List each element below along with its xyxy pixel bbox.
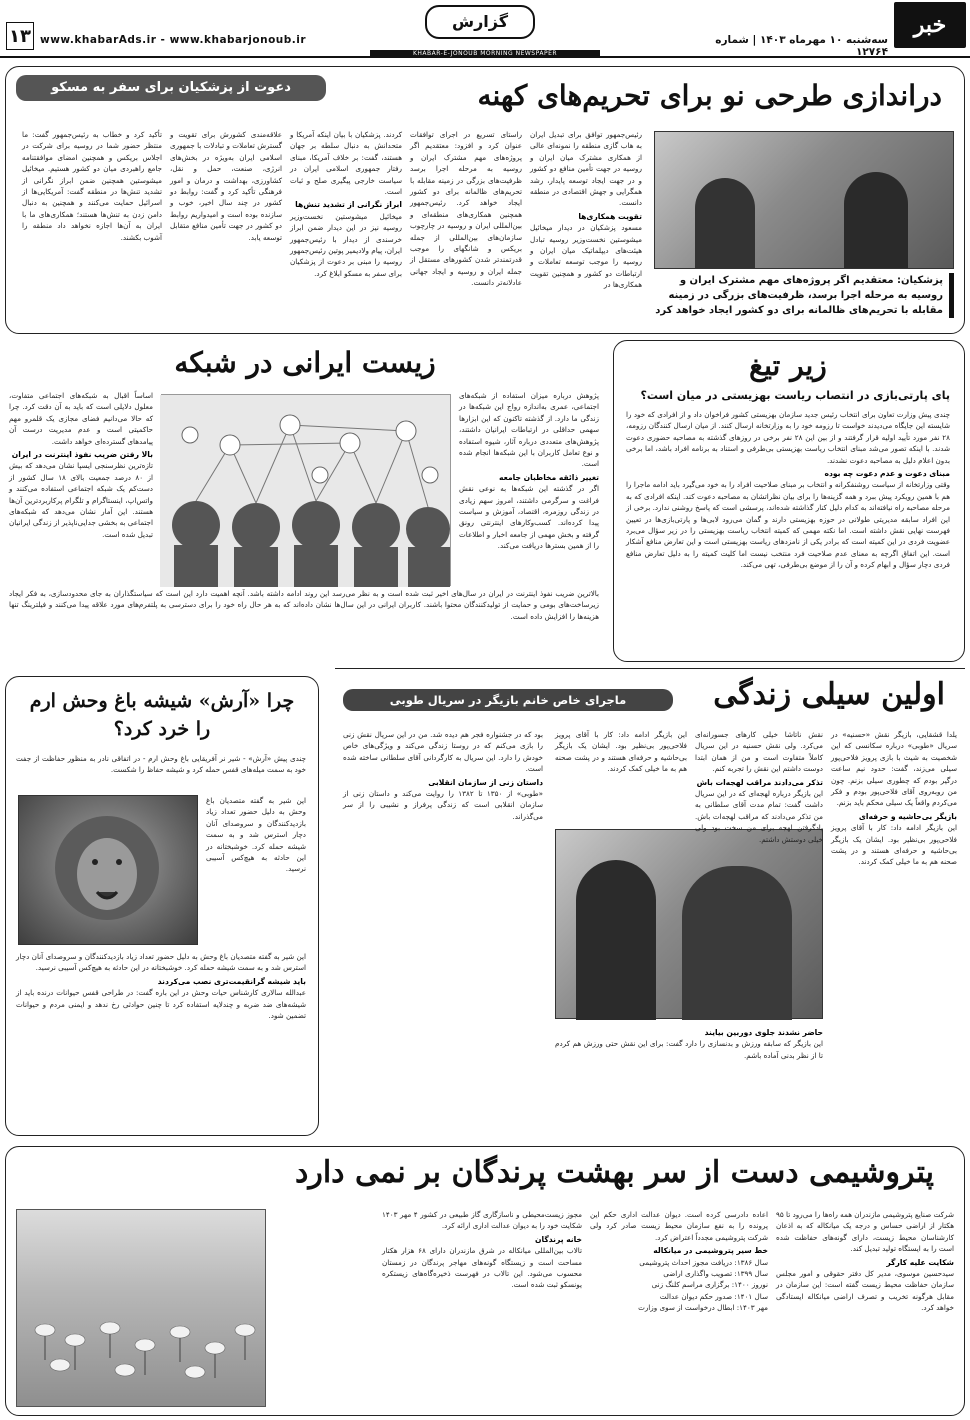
story6-headline: پتروشیمی دست از سر بهشت پرندگان بر نمی دارد [295,1155,934,1190]
story1-caption: پزشکیان: معتقدیم اگر پروژه‌های مهم مشترک ایران و روسیه به مرحله اجرا برسد، ظرفیت‌های بزرگی در زمینه مقابله با تحریم‌های ظالمانه برای دو کشور ایجاد خواهد کرد [654,273,954,318]
story4-photo [555,829,823,1019]
story-arash-lion [5,676,319,1136]
story5-column: این شیر به گفته متصدیان باغ وحش به دلیل حضور تعداد زیاد بازدیدکنندگان و سروصدای آنان دچار استرس شد و به سمت شیشه حمله کرد. خوشبختانه در این حادثه به هیچ‌کس آسیبی نرسید. [206,796,306,874]
story6-column: اعاده دادرسی کرده است. دیوان عدالت اداری حکم این پرونده را به نفع سازمان محیط زیست صادر کرد ولی شرکت پتروشیمی مجدداً اعتراض کرد. خط سیر پتروشیمی در میانکاله سال ۱۳۸۶: دریافت مجوز احداث پتروشیمی سال ۱۳۹۹: تصویب واگذاری اراضی نوروز ۱۴۰۰: برگزاری مراسم کلنگ زنی سال ۱۴۰۱: صدور حکم دیوان عدالت مهر ۱۴۰۳: ابطال درخواست از سوی وزارت [590,1210,768,1313]
story6-column: مجوز زیست‌محیطی و ناسازگاری گاز طبیعی در کشور ۴ مهر ۱۴۰۳ شکایت خود را به دیوان عدالت اداری ارائه کرد. خانه پرندگان تالاب بین‌المللی میانکاله در شرق مازندران دارای ۶۸ هزار هکتار مساحت است و زیستگاه گونه‌های مهاجر پرندگان در زمستان محسوب می‌شود. این تالاب در فهرست ذخیره‌گاه‌های زیستکره یونسکو ثبت شده است. [382,1210,583,1290]
photo-person-left [695,178,755,268]
story2-body: چندی پیش وزارت تعاون برای انتخاب رئیس جدید سازمان بهزیستی کشور فراخوان داد و از افرادی که خود را شایسته این جایگاه می‌دیدند خواست تا رزومه خود را به وزارتخانه ارسال کنند. از میان ارسال کنندگان رزومه، ۲۸ نفر مورد تأیید اولیه قرار گرفتند و از بین این ۲۸ نفر برخی در روزهای گذشته به مصاحبه حضوری دعوت شدند. با اینکه تصور می‌شد مبنای انتخاب ریاست بهزیستی بی‌طرفی و استناد به برنامه افراد باشد، اما برخی بدون اعلام دلیل به مصاحبه دعوت نشدند. مبنای دعوت و عدم دعوت چه بوده وقتی وزارتخانه از سیاست روشنفکرانه و انتخاب بر مبنای صلاحیت افراد را به خود می‌گیرد باید ادامه ماجرا را هم با همین رویکرد پیش ببرد و همه گزینه‌ها را برای بیان نظراتشان به مصاحبه دعوت کند. اینکه افرادی که به مرحله مصاحبه راه نیافته‌اند به کدام دلیل کنار گذاشته شده‌اند، پرسشی است که پاسخ روشنی ندارد. برخی از این افراد سابقه مدیریتی طولانی در حوزه بهزیستی دارند و گمان می‌رود لابی‌ها و پارتی‌بازی‌ها در تعیین فهرست نهایی نقش داشته است. اما نکته مهمی که کمیته انتخاب ریاست بهزیستی را در زیر سؤال می‌برد عضویت فردی در این کمیته است که برادر یکی از نامزدهای ریاست بهزیستی است و این تعارض منافع آشکار است. این اتفاق اگرچه به معنای عدم صلاحیت فرد منتخب نیست اما کلیت کمیته را به دلیل تعارض منافع فردی دچار سؤال و ابهام کرده و آن را از موضع بی‌طرفی، تهی می‌کند. [626,410,950,570]
story6-photo [16,1209,266,1407]
photo-woman [576,860,656,1020]
story5-intro: چندی پیش «آرش» - شیر نر آفریقایی باغ وحش ارم - در اتفاقی نادر به منظور حفاظت از جفت خود به سمت میله‌های قفس حمله کرد و شیشه حفاظ را شکست. [16,754,306,775]
story1-column: کردند. پزشکیان با بیان اینکه آمریکا و متحدانش به دنبال سلطه بر جهان هستند، گفت: بر خلاف آمریکا، مبنای رفتار جمهوری اسلامی ایران در سیاست خارجی پیگیری صلح و ثبات است. ابراز نگرانی از تشدید تنش‌ها میخائیل میشوستین نخست‌وزیر روسیه نیز در این دیدار ضمن ابراز خرسندی از دیدار با رئیس‌جمهور ایران، پیام ولادیمیر پوتین رئیس‌جمهور روسیه را مبنی بر دعوت از پزشکیان برای سفر به مسکو ابلاغ کرد. [290,130,402,278]
story5-body: این شیر به گفته متصدیان باغ وحش به دلیل حضور تعداد زیاد بازدیدکنندگان و سروصدای آنان دچار استرس شد و به سمت شیشه حمله کرد. خوشبختانه در این حادثه به هیچ‌کس آسیبی نرسید. باید شیشه گرانقیمت‌تری نصب می‌کردند عبدالله سالاری کارشناس حیات وحش در این باره گفت: در طراحی قفس حیوانات درنده باید از شیشه‌های ضد ضربه و چندلایه استفاده کرد تا چنین حوادثی رخ ندهد و ایمنی مردم و حیوانات تضمین شود. [16,952,306,1021]
story4-column: نقش ناتاشا خیلی کارهای جسورانه‌ای می‌کرد. ولی نقش حسنیه در این سریال کاملاً متفاوت است و من از همان ابتدا دوست داشتم این نقش را تجربه کنم. تذکر می‌دادند مراقب لهجه‌ات باش این بازیگر درباره لهجه‌ای که در این سریال داشت گفت: تمام مدت آقای سلطانی به من تذکر می‌دادند که مراقب لهجه‌ات باش. یادگرفتن لهجه برای من سخت بود ولی خیلی دوستش داشتم. [695,730,823,844]
timeline-item: سال ۱۳۹۹: تصویب واگذاری اراضی [663,1269,768,1279]
lion-icon [17,796,197,946]
photo-man [682,866,792,1020]
story2-headline: زیر تیغ [749,349,827,382]
story4-column: یلدا قشقایی، بازیگر نقش «حسنیه» در سریال «طوبی» درباره سکانسی که این شخصیت به شیث با بازی پرویز فلاحی‌پور سیلی می‌زند، گفت: حدود نیم ساعت درگیر بودم که چطوری سیلی بزنم. چون من روبه‌روی آقای فلاحی‌پور بودم و فکر می‌کردم واقعاً یک سیلی محکم باید بزنم. بازیگر بی‌حاشیه و حرفه‌ای این بازیگر ادامه داد: کار با آقای پرویز فلاحی‌پور بی‌نظیر بود. ایشان یک بازیگر بی‌حاشیه و حرفه‌ای هستند و در پشت صحنه هم به ما خیلی کمک کردند. [831,730,957,867]
story2-dek: پای پارتی‌بازی در انتصاب ریاست بهزیستی در میان است؟ [640,389,950,402]
story-first-slap [335,668,965,1138]
story4-headline: اولین سیلی زندگی [713,677,945,712]
story6-column: شرکت صنایع پتروشیمی مازندران همه راه‌ها را می‌رود تا ۹۵ هکتار از اراضی حساس و درجه یک میانکاله که به اذعان کارشناسان محیط زیست، دارای گونه‌های حفاظت شده است را به ایستگاه تولید تبدیل کند. شکایت علیه کارگر سیدحسین موسوی، مدیر کل دفتر حقوقی و امور مجلس سازمان حفاظت محیط زیست گفته است: این سازمان در مقابل هرگونه تخریب و تصرف اراضی میانکاله ایستادگی خواهد کرد. [776,1210,954,1313]
story5-headline: چرا «آرش» شیشه باغ وحش ارم را خرد کرد؟ [29,690,295,740]
masthead [0,0,970,84]
story3-illustration [161,394,451,586]
story-behzisti [613,340,965,662]
story1-column: رئیس‌جمهور توافق برای تبدیل ایران به هاب گازی منطقه را نمونه‌ای عالی از همکاری مشترک میان ایران و روسیه در جهت تأمین منافع دو کشور و در جهت ایجاد توسعه پایدار، رشد همگرایی و جهش اقتصادی در منطقه دانست. تقویت همکاری‌ها مسعود پزشکیان در دیدار میخائیل میشوستین نخست‌وزیر روسیه تبادل هیئت‌های دیپلماتیک میان ایران و روسیه را موجب توسعه تعاملات و ارتباطات دو کشور و همچنین تقویت همکاری‌ها در [530,130,642,290]
story-petrochemical [5,1146,965,1416]
story1-headline: دراندازی طرحی نو برای تحریم‌های کهنه [477,79,942,112]
story3-headline: زیست ایرانی در شبکه [174,346,436,379]
story1-column: راستای تسریع در اجرای توافقات عنوان کرد و افزود: معتقدیم اگر پروژه‌های مهم مشترک ایران و روسیه به مرحله اجرا برسد ظرفیت‌های بزرگی در زمینه مقابله با تحریم‌های ظالمانه برای دو کشور ایجاد خواهد کرد. رئیس‌جمهور همچنین همکاری‌های منطقه‌ای و بین‌المللی ایران و روسیه در چارچوب سازمان‌های بین‌المللی از جمله بریکس و شانگهای را موجب قدرتمندتر شدن کشورهای مستقل از جمله ایران و روسیه و ایجاد جهانی عادلانه‌تر دانست. [410,130,522,288]
network-heads-illustration [160,395,450,587]
story-social-networks [5,340,603,662]
timeline-item: نوروز ۱۴۰۰: برگزاری مراسم کلنگ زنی [651,1280,768,1290]
websites[interactable]: www.khabarAds.ir - www.khabarjonoub.ir [40,34,307,46]
section-label: گزارش [425,5,535,39]
timeline-item: مهر ۱۴۰۳: ابطال درخواست از سوی وزارت [638,1303,768,1313]
story1-column: علاقه‌مندی کشورش برای تقویت و گسترش تعاملات و تبادلات با جمهوری اسلامی ایران به‌ویژه در بخش‌های انرژی، صنعت، حمل و نقل، کشاورزی، بهداشت و درمان و امور فرهنگی تأکید کرد و گفت: روابط دو کشور در چند سال اخیر، خوب و سازنده بوده است و امیدواریم روابط دو کشور در جهت تأمین منافع متقابل توسعه یابد. [170,130,282,242]
logo: خبر جنوب [894,2,966,48]
story3-bottom: بالاترین ضریب نفوذ اینترنت در ایران در سال‌های اخیر ثبت شده است و به نظر می‌رسد این روند ادامه داشته باشد. آنچه اهمیت دارد این است که سیاستگذاران به جای محدودسازی، به فکر ایجاد زیرساخت‌های بومی و حمایت از تولیدکنندگان محتوا باشند. کاربران ایرانی در این سال‌ها نشان داده‌اند که به هر حال راه خود را برای دسترسی به پلتفرم‌های مورد علاقه پیدا می‌کنند و فیلترینگ تنها هزینه‌ها را افزایش داده است. [9,589,599,621]
timeline-item: سال ۱۴۰۱: صدور حکم دیوان عدالت [659,1291,768,1301]
story4-column: بود که در جشنواره فجر هم دیده شد. من در این سریال نقش زنی را بازی می‌کنم که در روستا زندگی می‌کند و ویژگی‌های خاص خودش را دارد. این سریال به کارگردانی آقای سلطانی ساخته شده است. داستان زنی از سازمان انقلابی «طوبی» از ۱۳۵۰ تا ۱۳۸۲ را روایت می‌کند و داستان زنی از سازمان انقلابی است که زندگی پرفراز و نشیبی را از سر می‌گذراند. [343,730,544,821]
photo-person-right [844,172,908,268]
flamingos-illustration [15,1210,265,1408]
story3-column: پژوهش درباره میزان استفاده از شبکه‌های اجتماعی، عمری به‌اندازه رواج این شبکه‌ها در زندگی ما دارد. از گذشته تاکنون که این ابزارها سهمی حداقلی در ارتباطات ایرانیان داشتند، پژوهش‌های متعددی درباره آثار، شیوه استفاده و نوع تعامل کاربران با این شبکه‌ها انجام شده است. تغییر ذائقه مخاطبان جامعه اگر در گذشته این شبکه‌ها به نوعی نقش فراغت و سرگرمی داشتند، امروز سهم زیادی در زندگی روزمره، اقتصاد، آموزش و سیاست پیدا کرده‌اند. کسب‌وکارهای اینترنتی رونق گرفته و بخش مهمی از جامعه اخبار و اطلاعات را از همین بسترها دریافت می‌کند. [459,391,599,551]
story3-column: اساساً اقبال به شبکه‌های اجتماعی متفاوت، معلول دلایلی است که باید به آن دقت کرد. چرا که حالا می‌دانیم فضای مجازی یک قلمرو مهم حاکمیتی است و عدم مدیریت درست آن پیامدهای گسترده‌ای خواهد داشت. بالا رفتن ضریب نفوذ اینترنت در ایران تازه‌ترین نظرسنجی ایسپا نشان می‌دهد که بیش از ۸۰ درصد جمعیت بالای ۱۸ سال کشور از دست‌کم یک شبکه اجتماعی استفاده می‌کنند و واتس‌اپ، اینستاگرام و تلگرام پرکاربردترین آن‌ها هستند. این آمار نشان می‌دهد که شبکه‌های اجتماعی به بخشی جدایی‌ناپذیر از زندگی ایرانیان تبدیل شده است. [9,391,153,539]
story5-photo [18,795,198,945]
timeline-item: سال ۱۳۸۶: دریافت مجوز احداث پتروشیمی [639,1257,768,1267]
page-number: ۱۳ [6,22,34,50]
story1-column: تأکید کرد و خطاب به رئیس‌جمهور گفت: ما منتظر حضور شما در روسیه برای شرکت در اجلاس بریکس و همچنین امضای موافقتنامه جامع راهبردی میان دو کشور هستیم. میخائیل میشوستین همچنین ضمن ابراز نگرانی از تشدید تنش‌ها در منطقه گفت: آمریکایی‌ها از اسرائیل حمایت می‌کنند و همچنین به دنبال دامن زدن به تنش‌ها هستند؛ همکاری‌های ما با ایران به آن‌ها اجازه نخواهد داد منطقه را آشوب بکشند. [22,130,162,242]
story4-column: این بازیگر ادامه داد: کار با آقای پرویز فلاحی‌پور بی‌نظیر بود. ایشان یک بازیگر بی‌حاشیه و حرفه‌ای هستند و در پشت صحنه هم به ما خیلی کمک کردند. [555,730,687,774]
story4-kicker: ماجرای خاص خانم بازیگر در سریال طوبی [343,689,673,711]
story1-kicker: دعوت از پزشکیان برای سفر به مسکو [16,75,326,101]
masthead-subtitle: KHABAR-E-JONOUB MORNING NEWSPAPER [370,50,600,58]
story-iran-russia [5,66,965,334]
story4-column: حاضر نشدند جلوی دوربین بیایند این بازیگر که سابقه ورزش و بدنسازی را دارد گفت: برای این نقش حتی ورزش هم کردم تا از نظر بدنی آماده باشم. [555,1028,823,1060]
story1-photo [654,131,954,269]
date-issue: سه‌شنبه ۱۰ مهرماه ۱۴۰۳ | شماره ۱۲۷۶۴ [715,34,888,58]
